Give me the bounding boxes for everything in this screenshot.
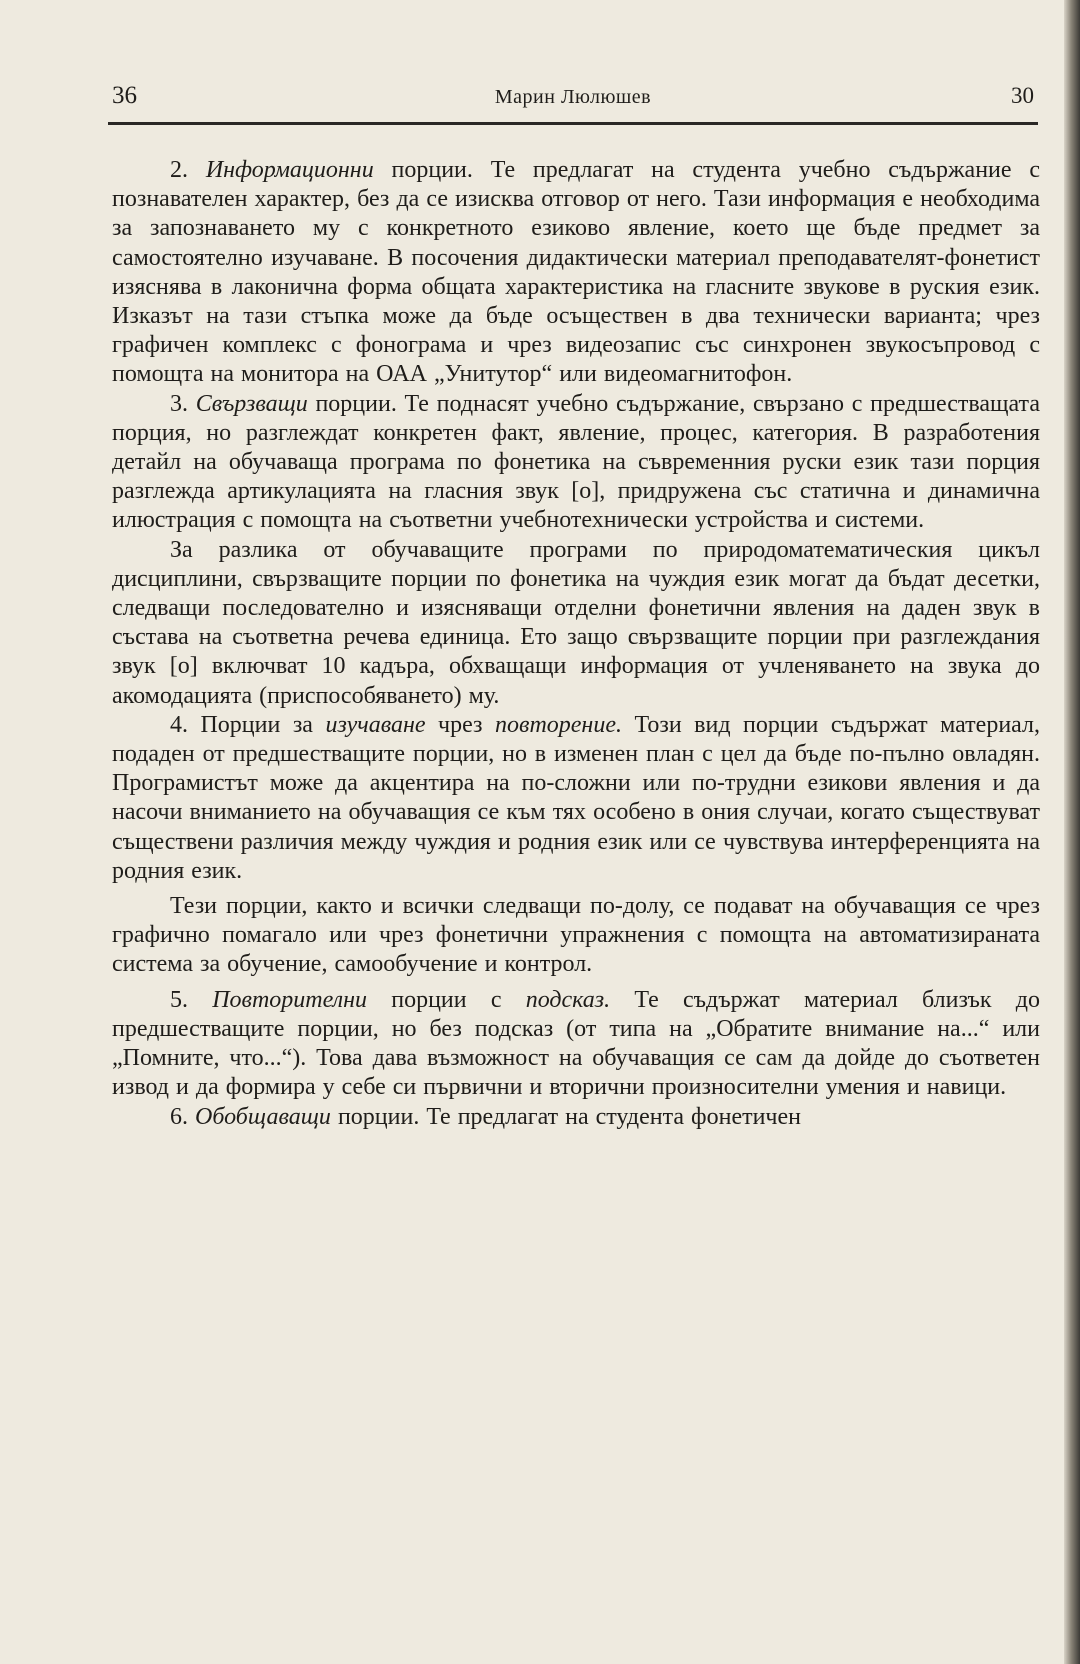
term-connecting: Свързващи	[195, 390, 308, 417]
page-number: 36	[112, 82, 137, 109]
body-text	[112, 156, 1040, 1132]
book-binding-edge	[1064, 0, 1080, 1664]
paragraph-1: 2. Информационни порции. Те предлагат на студента учебно съдържание с познавателен характер, без да се изисква отговор от него. Тази информация е необходима за запознаването му с конкретното езиково явление, което ще бъде предмет за самостоятелно изучаване. В посочения дидактически материал преподавателят-фонетист изяснява в лаконична форма общата характеристика на гласните звукове в руския език. Изказът на тази стъпка може да бъде осъществен в два технически варианта; чрез графичен комплекс с фонограма и чрез видеозапис със синхронен звукосъпровод с помощта на монитора на ОАА „Унитутор“ или видеомагнитофон.	[112, 157, 1040, 388]
running-head-author: Марин Люлюшев	[494, 86, 652, 108]
term-repetition: повторение.	[495, 711, 622, 738]
page-header	[112, 80, 1034, 112]
section-number: 30	[1011, 83, 1034, 108]
term-repetitive: Повторителни	[212, 986, 368, 1013]
header-rule	[108, 122, 1038, 125]
term-study: изучаване	[325, 711, 426, 738]
term-generalizing: Обобщаващи	[195, 1103, 331, 1130]
paragraph-5: Тези порции, както и всички следващи по-долу, се подават на обучаващия се чрез графично помагало или чрез фонетични упражнения с помощта на автоматизираната система за обучение, самообучение и контрол.	[112, 893, 1040, 978]
paragraph-6: 5. Повторителни порции с подсказ. Те съдържат материал близък до предшестващите порции, но без подсказ (от типа на „Обратите внимание на...“ или „Помните, что...“). Това дава възможност на обучаващия се сам да дойде до съответен извод и да формира у себе си първични и вторични произносителни умения и навици.	[112, 986, 1041, 1101]
term-hint: подсказ.	[525, 986, 611, 1013]
paragraph-7: 6. Обобщаващи порции. Те предлагат на студента фонетичен	[170, 1103, 801, 1130]
paragraph-4: 4. Порции за изучаване чрез повторение. Този вид порции съдържат материал, подаден от предшестващите порции, но в изменен план с цел да бъде по-пълно овладян. Програмистът може да акцентира на по-сложни или по-трудни езикови явления и да насочи вниманието на обучаващия се към тях особено в ония случаи, когато съществуват съществени различия между чуждия и родния език или се чувствува интерференцията на родния език.	[112, 711, 1041, 884]
paragraph-2: 3. Свързващи порции. Те поднасят учебно съдържание, свързано с предшестващата порция, но разглеждат конкретен факт, явление, процес, категория. В разработения детайл на обучаваща програма по фонетика на съвременния руски език тази порция разглежда артикулацията на гласния звук [о], придружена със статична и динамична илюстрация с помощта на съответни учебнотехнически устройства и системи.	[112, 390, 1040, 534]
paragraph-3: За разлика от обучаващите програми по природоматематическия цикъл дисциплини, свързващите порции по фонетика на чуждия език могат да бъдат десетки, следващи последователно и изясняващи отделни фонетични явления на даден звук в състава на съответна речева единица. Ето защо свързващите порции при разглеждания звук [о] включват 10 кадъра, обхващащи информация от учленяването на звука до акомодацията (приспособяването) му.	[112, 536, 1040, 709]
term-informational: Информационни	[205, 157, 374, 183]
